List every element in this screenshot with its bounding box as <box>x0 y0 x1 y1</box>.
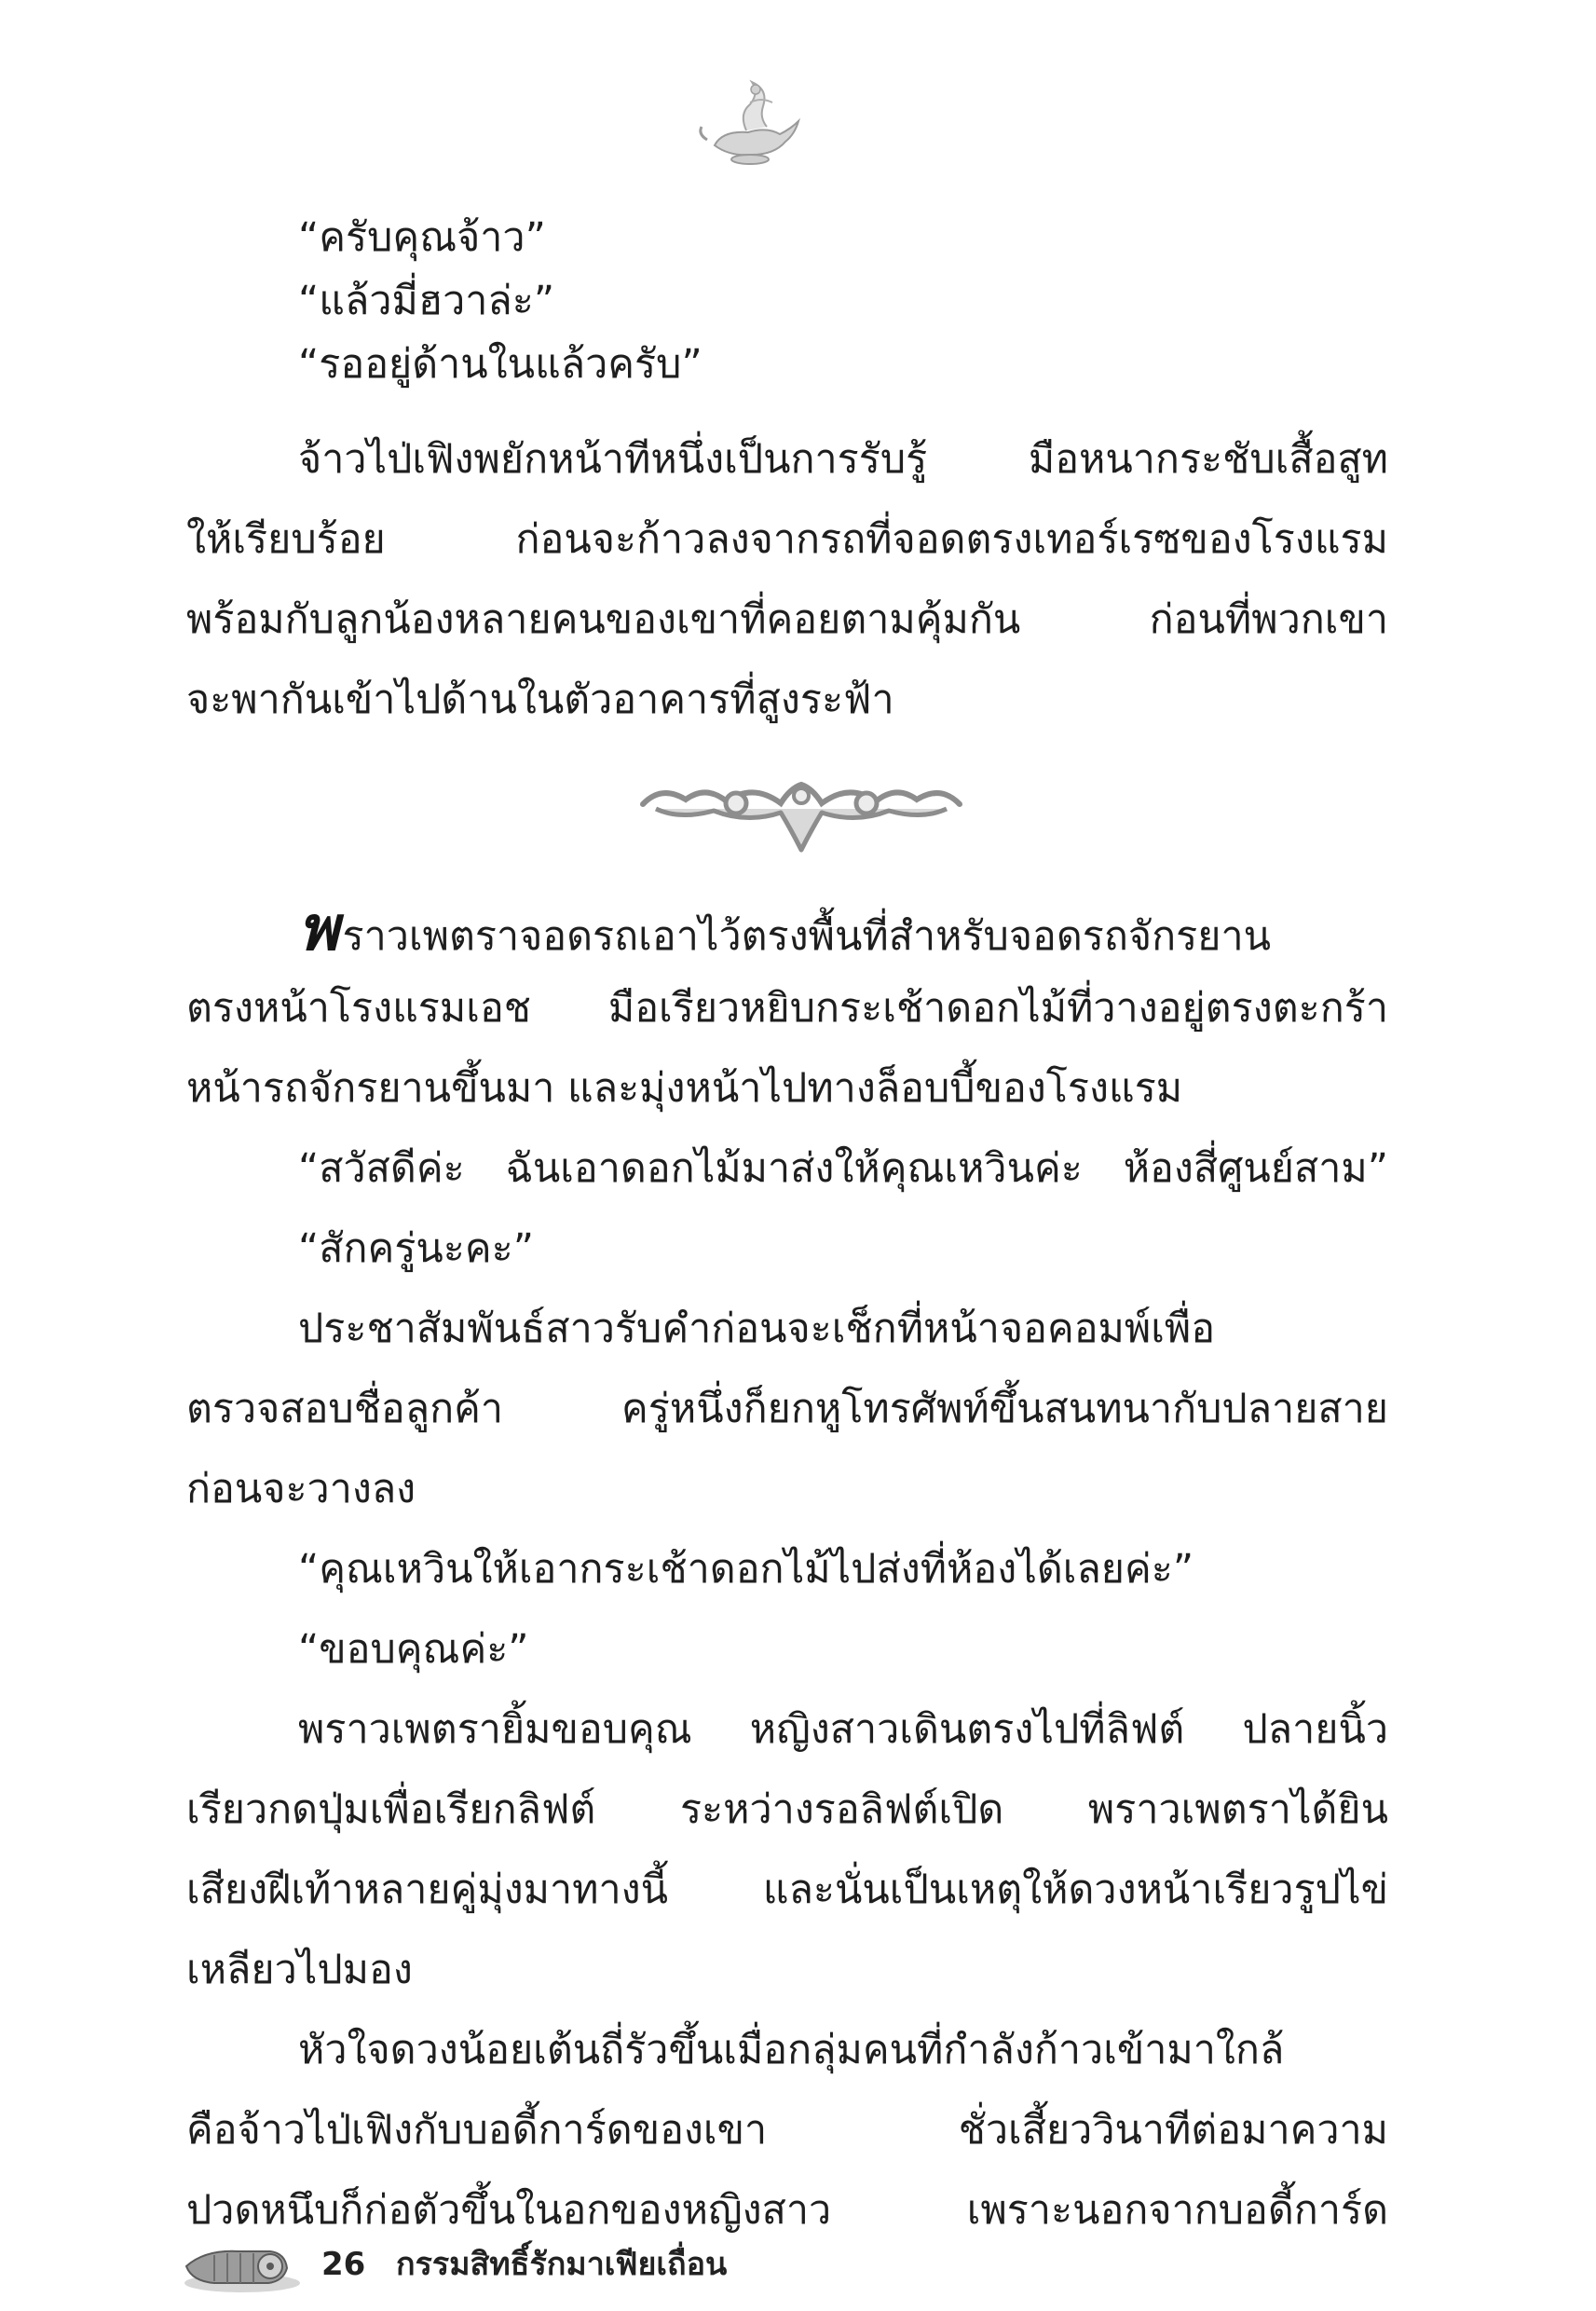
dialogue-line: “แล้วมี่ฮวาล่ะ” <box>298 278 555 324</box>
paragraph-line: เหลียวไปมอง <box>186 1947 413 1993</box>
paragraph-line <box>298 892 1388 964</box>
dialogue-line: “สักครู่นะคะ” <box>298 1225 535 1272</box>
drop-cap: พ <box>298 892 339 964</box>
paragraph-line: หน้ารถจักรยานขึ้นมา และมุ่งหน้าไปทางล็อบบี้ของโรงแรม <box>186 1065 1183 1112</box>
dialogue-line: “สวัสดีค่ะ ฉันเอาดอกไม้มาส่งให้คุณเหวินค่ะ ห้องสี่ศูนย์สาม” <box>298 1145 1388 1192</box>
section-divider-ornament <box>624 762 978 865</box>
paragraph-line-text: ราวเพตราจอดรถเอาไว้ตรงพื้นที่สำหรับจอดรถจักรยาน <box>342 913 1271 960</box>
dialogue-line: “รออยู่ด้านในแล้วครับ” <box>298 341 703 388</box>
paragraph-line: ก่อนจะวางลง <box>186 1466 416 1512</box>
paragraph-line: พราวเพตรายิ้มขอบคุณ หญิงสาวเดินตรงไปที่ลิฟต์ ปลายนิ้ว <box>298 1706 1388 1753</box>
paragraph-line: ตรวจสอบชื่อลูกค้า ครู่หนึ่งก็ยกหูโทรศัพท์ขึ้นสนทนากับปลายสาย <box>186 1386 1388 1432</box>
dialogue-line: “ครับคุณจ้าว” <box>298 214 546 261</box>
film-reel-icon <box>177 2227 307 2302</box>
paragraph-line: ตรงหน้าโรงแรมเอช มือเรียวหยิบกระเช้าดอกไม้ที่วางอยู่ตรงตะกร้า <box>186 985 1388 1032</box>
paragraph-line: พร้อมกับลูกน้องหลายคนของเขาที่คอยตามคุ้มกัน ก่อนที่พวกเขา <box>186 596 1388 643</box>
paragraph-line: จ้าวไป่เฟิงพยักหน้าทีหนึ่งเป็นการรับรู้ มือหนากระชับเสื้อสูท <box>298 436 1388 483</box>
page-number: 26 <box>321 2246 366 2283</box>
page-footer <box>177 2227 1016 2302</box>
paragraph-line: เรียวกดปุ่มเพื่อเรียกลิฟต์ ระหว่างรอลิฟต์เปิด พราวเพตราได้ยิน <box>186 1786 1388 1833</box>
magic-lamp-icon <box>694 73 806 175</box>
paragraph-line: เสียงฝีเท้าหลายคู่มุ่งมาทางนี้ และนั่นเป็นเหตุให้ดวงหน้าเรียวรูปไข่ <box>186 1867 1388 1913</box>
paragraph-line: ปวดหนึบก็ก่อตัวขึ้นในอกของหญิงสาว เพราะนอกจากบอดี้การ์ด <box>186 2187 1388 2234</box>
paragraph-line: จะพากันเข้าไปด้านในตัวอาคารที่สูงระฟ้า <box>186 677 894 723</box>
paragraph-line: ให้เรียบร้อย ก่อนจะก้าวลงจากรถที่จอดตรงเทอร์เรซของโรงแรม <box>186 516 1388 563</box>
paragraph-line: หัวใจดวงน้อยเต้นถี่รัวขึ้นเมื่อกลุ่มคนที่กำลังก้าวเข้ามาใกล้ <box>298 2027 1285 2073</box>
dialogue-line: “คุณเหวินให้เอากระเช้าดอกไม้ไปส่งที่ห้องได้เลยค่ะ” <box>298 1546 1194 1593</box>
paragraph-line: ประชาสัมพันธ์สาวรับคำก่อนจะเช็กที่หน้าจอคอมพ์เพื่อ <box>298 1306 1216 1352</box>
paragraph-line: คือจ้าวไป่เฟิงกับบอดี้การ์ดของเขา ชั่วเสี้ยววินาทีต่อมาความ <box>186 2107 1388 2154</box>
book-title: กรรมสิทธิ์รักมาเฟียเถื่อน <box>396 2246 728 2283</box>
dialogue-line: “ขอบคุณค่ะ” <box>298 1626 529 1673</box>
